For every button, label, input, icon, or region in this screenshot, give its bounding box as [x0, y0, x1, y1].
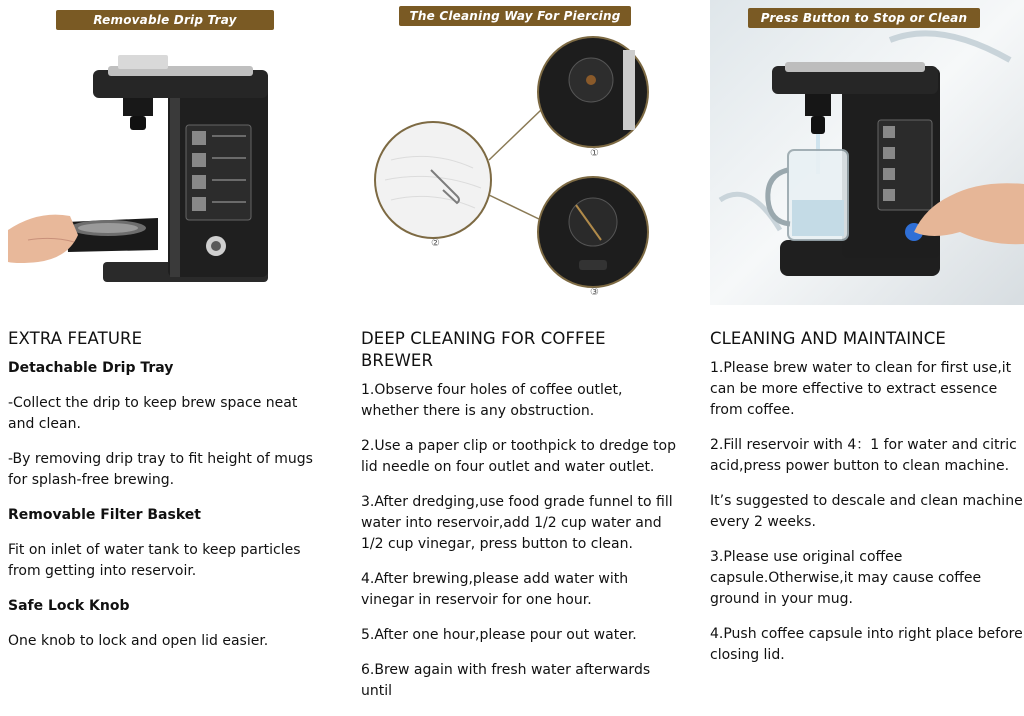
- coffee-maker-drip-tray-image: [8, 0, 326, 305]
- step-paragraph: 1.Observe four holes of coffee outlet, whether there is any obstruction.: [361, 382, 623, 419]
- section-heading: CLEANING AND MAINTAINCE: [710, 329, 946, 348]
- tip-paragraph: It’s suggested to descale and clean machine every 2 weeks.: [710, 493, 1023, 530]
- figure-label-one: ①: [590, 148, 599, 159]
- coffee-maker-press-button-image: [710, 0, 1024, 305]
- step-paragraph: 4.Push coffee capsule into right place before closing lid.: [710, 626, 1023, 663]
- feature-column-cleaning-tip: [361, 0, 683, 699]
- feature-banner: The Cleaning Way For Piercing Tip: [399, 6, 631, 26]
- feature-banner: Press Button to Stop or Clean: [748, 8, 980, 28]
- figure-label-two: ②: [431, 238, 440, 249]
- step-paragraph: 1.Please brew water to clean for first use,it can be more effective to extract essence from coffee.: [710, 360, 1012, 418]
- cleaning-text: [361, 328, 683, 716]
- paragraph: One knob to lock and open lid easier.: [8, 633, 269, 649]
- subheading-filter-basket: Removable Filter Basket: [8, 507, 201, 523]
- feature-banner: Removable Drip Tray: [56, 10, 274, 30]
- maintenance-text: [710, 328, 1024, 680]
- section-heading: DEEP CLEANING FOR COFFEE BREWER: [361, 329, 606, 370]
- step-paragraph: 3.After dredging,use food grade funnel to fill water into reservoir,add 1/2 cup water and 1/2 cup vinegar, press button to clean.: [361, 494, 673, 552]
- feature-column-drip-tray: [8, 0, 326, 669]
- subheading-lock-knob: Safe Lock Knob: [8, 598, 130, 614]
- section-heading: EXTRA FEATURE: [8, 329, 143, 348]
- feature-column-maintenance: [710, 0, 1024, 669]
- drip-tray-figure: [8, 0, 326, 305]
- step-paragraph: 3.Please use original coffee capsule.Otherwise,it may cause coffee ground in your mug.: [710, 549, 982, 607]
- step-paragraph: 6.Brew again with fresh water afterwards until: [361, 662, 651, 699]
- step-paragraph: 5.After one hour,please pour out water.: [361, 627, 637, 643]
- paragraph: -By removing drip tray to fit height of mugs for splash-free brewing.: [8, 451, 313, 488]
- feature-text: [8, 328, 326, 666]
- figure-label-three: ③: [590, 287, 599, 298]
- step-paragraph: 2.Use a paper clip or toothpick to dredge top lid needle on four outlet and water outlet.: [361, 438, 676, 475]
- press-button-figure: [710, 0, 1024, 305]
- step-paragraph: 4.After brewing,please add water with vinegar in reservoir for one hour.: [361, 571, 629, 608]
- paragraph: Fit on inlet of water tank to keep particles from getting into reservoir.: [8, 542, 301, 579]
- step-paragraph: 2.Fill reservoir with 4：1 for water and citric acid,press power button to clean machine.: [710, 437, 1017, 474]
- subheading-drip-tray: Detachable Drip Tray: [8, 360, 174, 376]
- paragraph: -Collect the drip to keep brew space neat and clean.: [8, 395, 298, 432]
